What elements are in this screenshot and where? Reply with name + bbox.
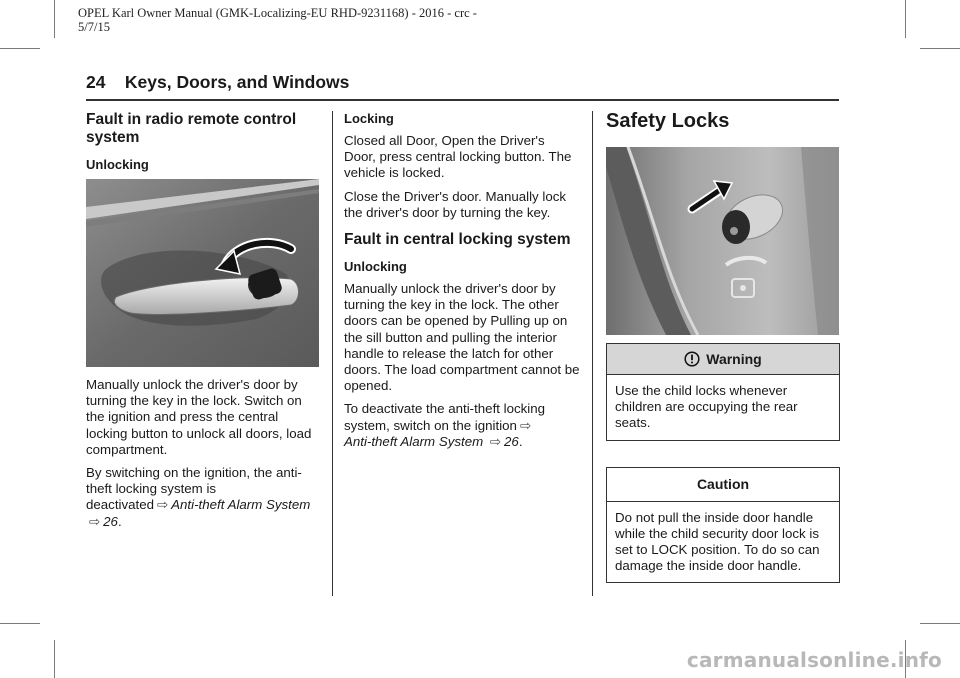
caution-box <box>606 467 840 584</box>
paragraph: Close the Driver's door. Manually lock the driver's door by turning the key. <box>344 188 567 220</box>
section-heading-radio-remote: Fault in radio remote control system <box>86 111 297 146</box>
page-number: 24 <box>86 72 106 92</box>
crop-mark <box>905 0 906 38</box>
column-1 <box>86 111 322 537</box>
warning-text: Use the child locks whenever children are occupying the rear seats. <box>615 383 798 431</box>
child-safety-lock-illustration <box>606 147 839 335</box>
cross-reference-link[interactable]: Anti-theft Alarm System <box>171 497 311 513</box>
caution-text: Do not pull the inside door handle while the child security door lock is set to LOCK position. To do so can damage the inside door handle. <box>615 509 820 574</box>
crop-mark <box>920 48 960 49</box>
crop-mark <box>0 48 40 49</box>
warning-box <box>606 343 840 441</box>
column-3 <box>606 109 840 583</box>
cross-reference-link[interactable]: Anti-theft Alarm System <box>344 433 484 449</box>
page-reference-icon: ⇨ <box>519 417 532 433</box>
warning-header <box>607 344 839 375</box>
paragraph: Closed all Door, Open the Driver's Door, press central locking button. The vehicle is locked. <box>344 133 572 181</box>
crop-mark <box>54 640 55 678</box>
column-divider <box>332 111 333 596</box>
caution-label: Caution <box>696 476 750 492</box>
caution-header <box>607 468 839 502</box>
paragraph: By switching on the ignition, the anti-theft locking system is deactivated ⇨ Anti-theft Alarm System ⇨ 26. <box>86 465 311 529</box>
page-reference-icon: ⇨ <box>89 513 101 529</box>
door-handle-illustration <box>86 179 319 367</box>
print-header-line-1: OPEL Karl Owner Manual (GMK-Localizing-EU RHD-9231168) - 2016 - crc - <box>78 6 477 20</box>
warning-label: Warning <box>706 350 762 367</box>
page-reference[interactable]: 26 <box>103 513 118 529</box>
subheading-unlocking: Unlocking <box>86 157 149 172</box>
paragraph: To deactivate the anti-theft locking system, switch on the ignition ⇨ Anti-theft Alarm System ⇨ 26. <box>344 401 546 449</box>
crop-mark <box>920 623 960 624</box>
print-header <box>78 6 598 34</box>
page-reference-icon: ⇨ <box>157 497 169 513</box>
watermark: carmanualsonline.info <box>686 648 942 672</box>
crop-mark <box>54 0 55 38</box>
paragraph: Manually unlock the driver's door by turning the key in the lock. Switch on the ignition and press the central locking button to unlock all doors, load compartment. <box>86 377 312 457</box>
page-heading <box>86 72 349 93</box>
print-header-line-2: 5/7/15 <box>78 20 110 34</box>
page-reference[interactable]: 26 <box>504 433 519 449</box>
column-divider <box>592 111 593 596</box>
column-2 <box>344 111 580 457</box>
subheading-locking: Locking <box>344 111 394 126</box>
section-heading-safety-locks: Safety Locks <box>606 110 730 132</box>
paragraph: Manually unlock the driver's door by turning the key in the lock. The other doors can be opened by Pulling up on the sill button and pulling the interior handle to release the latch for other doors. The load compartment cannot be opened. <box>344 281 580 394</box>
crop-mark <box>0 623 40 624</box>
header-rule <box>86 99 839 101</box>
page-reference-icon: ⇨ <box>489 433 502 449</box>
warning-exclamation-icon <box>684 351 700 367</box>
section-heading-central-locking: Fault in central locking system <box>344 231 571 249</box>
page-title: Keys, Doors, and Windows <box>124 72 350 92</box>
subheading-unlocking: Unlocking <box>344 259 407 275</box>
